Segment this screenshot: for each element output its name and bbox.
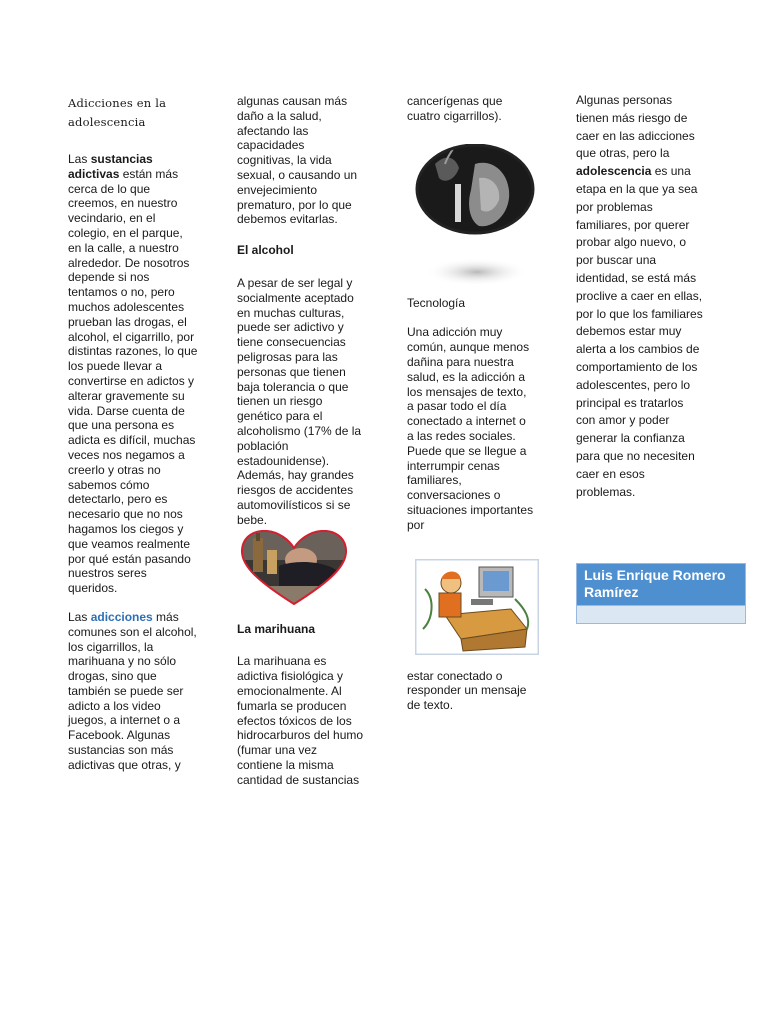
alcohol-paragraph: A pesar de ser legal y socialmente aceptado en muchas culturas, puede ser adictivo y tiene consecuencias peligrosas para las personas que tienen baja tolerancia o que tienen un riesgo genético para el alcoholismo (17% de la población estadounidense). Además, hay grandes riesgos de accidentes automovilísticos si se bebe. — [237, 275, 362, 527]
bold-adolescencia: adolescencia — [576, 164, 652, 179]
column-4 — [576, 92, 704, 501]
common-addictions-paragraph: Las adicciones más comunes son el alcohol, los cigarrillos, la marihuana y no sólo drogas, sino que también se puede ser adicto a los video juegos, a internet o a Facebook. Algunas sustancias son más adictivas que otras, y — [68, 609, 197, 772]
continued-paragraph: algunas causan más daño a la salud, afectando las capacidades cognitivas, la vida sexual, o causando un envejecimiento prematuro, por lo que debemos evitarlas. — [237, 94, 358, 227]
smoker-photo-icon — [415, 144, 539, 284]
tecnologia-paragraph: Una adicción muy común, aunque menos dañina para nuestra salud, es la adicción a los mensajes de texto, a pasar todo el día conectado a internet o a las redes sociales. Puede que se llegue a interrumpir cenas familiares, conversaciones o situaciones importantes por — [407, 325, 534, 532]
title-line-1: Adicciones en la — [68, 96, 167, 110]
tecnologia-end-paragraph: estar conectado o responder un mensaje de texto. — [407, 668, 527, 713]
marihuana-paragraph: La marihuana es adictiva fisiológica y emocionalmente. Al fumarla se producen efectos tóxicos de los hidrocarburos del humo (fumar una vez contiene la misma cantidad de sustancias — [237, 654, 364, 787]
continued-paragraph-3: cancerígenas que cuatro cigarrillos). — [407, 94, 503, 123]
adicciones-link[interactable]: adicciones — [90, 609, 153, 624]
intro-paragraph: Las sustancias adictivas están más cerca de lo que creemos, en nuestro vecindario, en el colegio, en el parque, en la calle, a nuestro alrededor. De nosotros depende si nos tentamos o no, pero muchos adolescentes prueban las drogas, el alcohol, el cigarrillo, por distintas razones, lo que los puede llevar a convertirse en adictos y alterar gravemente su vida. Darse cuenta de que una persona es adicta es difícil, muchas veces nos negamos a creerlo y otras no sabemos cómo detectarlo, pero es necesario que no nos hagamos los ciegos y que veamos realmente por qué están pasando nuestros seres queridos. — [68, 152, 198, 596]
heading-alcohol: El alcohol — [237, 243, 294, 258]
computer-user-icon — [415, 559, 539, 655]
author-box-footer — [576, 606, 746, 624]
column-1 — [68, 94, 198, 773]
risk-paragraph: Algunas personas tienen más riesgo de caer en las adicciones que otras, pero la adolescencia es una etapa en la que ya sea por problemas familiares, por querer probar algo nuevo, o por buscar una identidad, se está más proclive a caer en ellas, por lo que los familiares debemos estar muy alerta a los cambios de comportamiento de los adolescentes, pero lo principal es tratarlos con amor y poder generar la confianza para que no necesiten caer en esos problemas. — [576, 93, 703, 499]
author-name: Luis Enrique Romero Ramírez — [576, 563, 746, 606]
computer-cartoon-image — [415, 559, 539, 655]
smoker-image — [415, 144, 535, 284]
page-title — [68, 94, 198, 132]
author-box — [576, 563, 746, 624]
drunk-heart-image — [239, 530, 349, 608]
column-2 — [237, 94, 364, 787]
heart-photo-icon — [239, 530, 349, 608]
column-3 — [407, 94, 535, 713]
heading-tecnologia: Tecnología — [407, 295, 466, 310]
bold-term: sustancias adictivas — [68, 152, 153, 181]
heading-marihuana: La marihuana — [237, 621, 316, 636]
title-line-2: adolescencia — [68, 115, 146, 129]
